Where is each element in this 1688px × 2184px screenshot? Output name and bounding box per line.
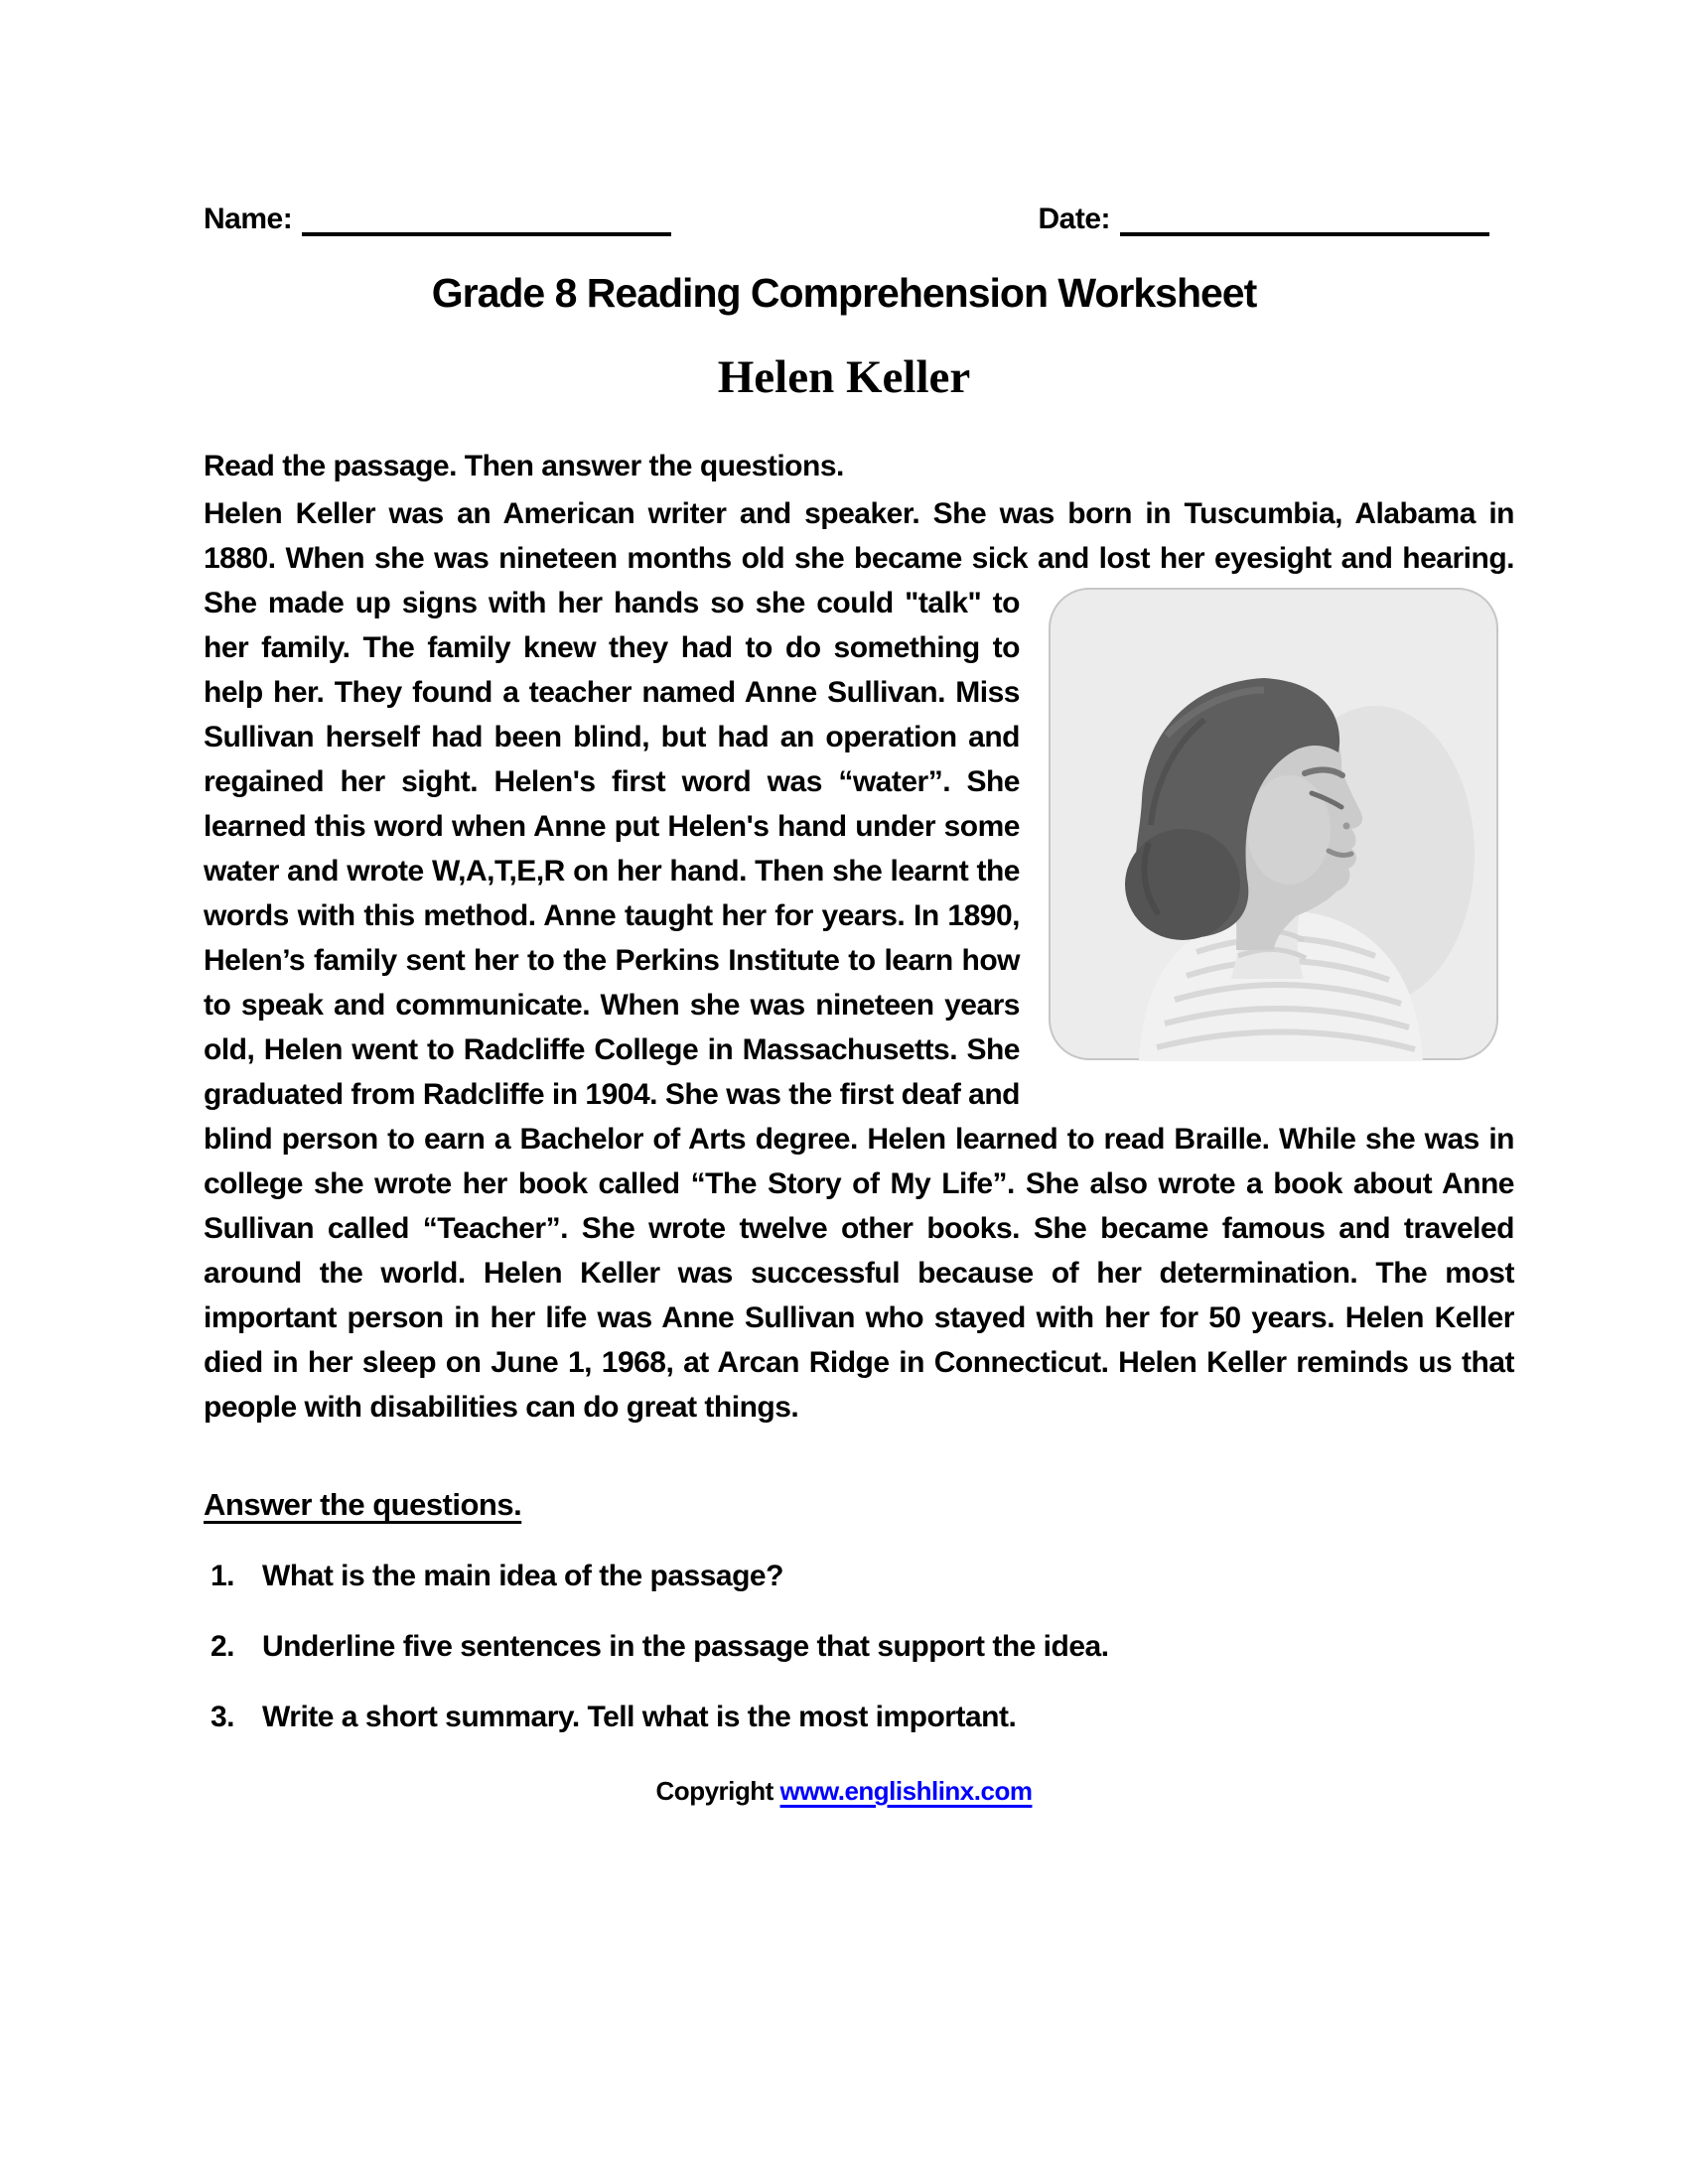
passage-text-after-image: her eyesight and hearing. She made up signs with her hands so she could "talk" to her family. The family knew they had to do something to help her. They found a teacher named Anne Sullivan. Miss Sullivan herself had been blind, but had an operation and regained her sight. Helen's first word was “water”. She learned this word when Anne put Helen's hand under some water and wrote W,A,T,E,R on her hand. Then she learnt the words with this method. Anne taught her for years. In 1890, Helen’s family sent her to the Perkins Institute to learn how to speak and communicate. When she was nineteen years old, Helen went to Radcliffe College in Massachusetts. She graduated from Radcliffe in 1904. She was the first deaf and blind person to earn a Bachelor of Arts degree. Helen learned to read Braille. While she was in college she wrote her book called “The Story of My Life”. She also wrote a book about Anne Sullivan called “Teacher”. She wrote twelve other books. She became famous and traveled around the world. Helen Keller was successful because of her determination. The most important person in her life was Anne Sullivan who stayed with her for 50 years. Helen Keller died in her sleep on June 1, 1968, at Arcan Ridge in Connecticut. Helen Keller reminds us that people with disabilities can do great things. bbox=[204, 542, 1514, 1424]
copyright-text: Copyright bbox=[655, 1776, 780, 1806]
question-3-number: 3. bbox=[211, 1701, 235, 1733]
question-2-text: Underline five sentences in the passage that support the idea. bbox=[262, 1630, 1109, 1663]
question-1 bbox=[0, 1560, 1688, 1593]
question-1-number: 1. bbox=[211, 1560, 235, 1592]
date-field-group bbox=[1038, 199, 1489, 236]
question-3 bbox=[0, 1701, 1688, 1734]
englishlinx-link[interactable]: www.englishlinx.com bbox=[779, 1776, 1033, 1806]
footer bbox=[0, 1776, 1688, 1807]
instructions-text: Read the passage. Then answer the questions. bbox=[204, 450, 844, 482]
page-title: Grade 8 Reading Comprehension Worksheet bbox=[431, 270, 1257, 316]
name-field-group bbox=[204, 199, 671, 236]
question-1-text: What is the main idea of the passage? bbox=[262, 1560, 783, 1592]
header-row bbox=[0, 0, 1688, 236]
date-label: Date: bbox=[1038, 203, 1110, 235]
passage-paragraph bbox=[0, 491, 1688, 1430]
question-3-text: Write a short summary. Tell what is the most important. bbox=[262, 1701, 1017, 1733]
answer-questions-heading: Answer the questions. bbox=[204, 1487, 522, 1522]
name-label: Name: bbox=[204, 203, 293, 235]
question-2-number: 2. bbox=[211, 1630, 235, 1663]
passage-title: Helen Keller bbox=[717, 351, 971, 403]
date-blank-line[interactable] bbox=[1120, 199, 1489, 236]
name-blank-line[interactable] bbox=[302, 199, 671, 236]
question-2 bbox=[0, 1630, 1688, 1664]
passage-text-before-image: Helen Keller was an American writer and speaker. She was born in Tuscumbia, Alabama in 1880. When she was nineteen months old she became sick and lost bbox=[204, 497, 1514, 575]
portrait-photo-graphic bbox=[1048, 587, 1499, 1061]
helen-keller-portrait bbox=[1048, 587, 1499, 1061]
